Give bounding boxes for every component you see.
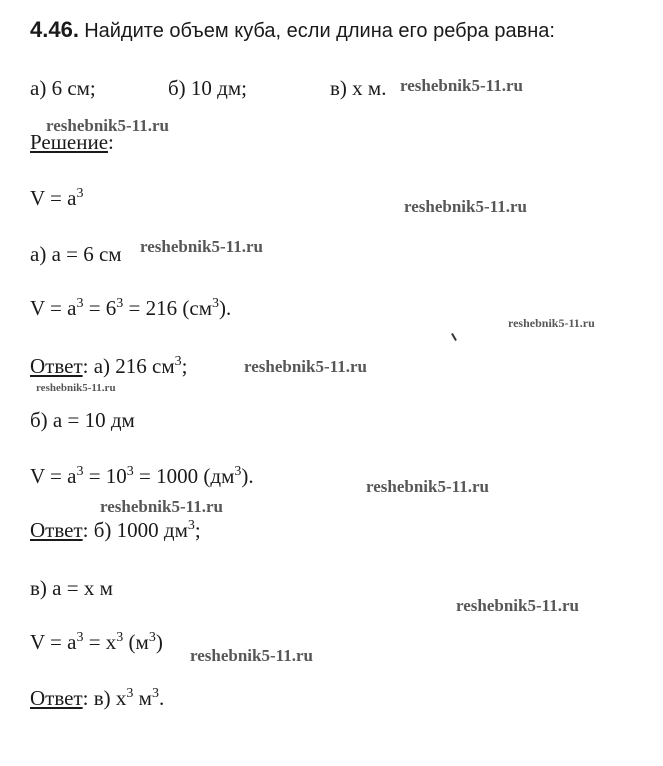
watermark: reshebnik5-11.ru (508, 316, 595, 330)
c-answer-exp1: 3 (126, 686, 134, 701)
c-calc-line (30, 628, 163, 656)
problem-items (30, 74, 96, 102)
c-given-line (30, 574, 113, 602)
b-answer-part2: ; (194, 518, 201, 542)
a-calc-part2: = 6 (83, 296, 117, 320)
b-given: б) a = 10 дм (30, 408, 135, 432)
c-answer-line (30, 684, 164, 712)
problem-title (30, 16, 555, 45)
formula-exp: 3 (76, 186, 84, 201)
item-b: б) 10 дм; (168, 76, 247, 100)
c-given: в) a = х м (30, 576, 113, 600)
c-answer-part3: . (158, 686, 165, 710)
watermark: reshebnik5-11.ru (366, 477, 489, 496)
problem-item-b-wrap (168, 74, 247, 102)
c-calc-exp1: 3 (76, 630, 84, 645)
b-calc-exp2: 3 (126, 464, 134, 479)
watermark: reshebnik5-11.ru (456, 596, 579, 615)
a-calc-part3: = 216 (см (123, 296, 212, 320)
a-calc-line (30, 294, 231, 322)
a-answer-part1: : а) 216 см (82, 354, 175, 378)
c-calc-part3: (м (123, 630, 149, 654)
watermark: reshebnik5-11.ru (140, 237, 263, 256)
b-calc-exp3: 3 (234, 464, 242, 479)
b-answer-part1: : б) 1000 дм (82, 518, 188, 542)
problem-item-c-wrap (330, 74, 386, 102)
watermark: reshebnik5-11.ru (46, 116, 169, 135)
watermark: reshebnik5-11.ru (190, 646, 313, 665)
formula-line (30, 184, 83, 212)
c-calc-part4: ) (155, 630, 163, 654)
b-calc-part3: = 1000 (дм (133, 464, 235, 488)
solution-heading-text: Решение (30, 130, 109, 154)
b-calc-line (30, 462, 254, 490)
c-answer-part1: : в) х (82, 686, 127, 710)
c-answer-exp2: 3 (151, 686, 159, 701)
a-answer-label: Ответ (30, 354, 83, 378)
a-calc-exp1: 3 (76, 296, 84, 311)
a-answer-line (30, 352, 188, 380)
c-calc-part1: V = a (30, 630, 77, 654)
watermark: reshebnik5-11.ru (36, 382, 116, 394)
formula-lhs: V = a (30, 186, 77, 210)
c-answer-label: Ответ (30, 686, 83, 710)
a-given-line (30, 240, 122, 268)
b-calc-part2: = 10 (83, 464, 127, 488)
watermark: reshebnik5-11.ru (100, 497, 223, 516)
a-calc-exp2: 3 (116, 296, 124, 311)
b-answer-line (30, 516, 201, 544)
c-calc-part2: = х (83, 630, 117, 654)
c-calc-exp3: 3 (148, 630, 156, 645)
problem-text: Найдите объем куба, если длина его ребра равна: (84, 20, 555, 42)
a-answer-part2: ; (181, 354, 188, 378)
a-calc-exp3: 3 (212, 296, 219, 311)
a-calc-part1: V = a (30, 296, 77, 320)
b-given-line (30, 406, 135, 434)
b-calc-exp1: 3 (76, 464, 84, 479)
b-calc-part4: ). (241, 464, 254, 488)
solution-heading-colon: : (108, 130, 114, 154)
b-calc-part1: V = a (30, 464, 77, 488)
problem-number: 4.46. (30, 17, 79, 42)
b-answer-label: Ответ (30, 518, 83, 542)
item-a: а) 6 см; (30, 76, 96, 100)
item-c: в) х м. (330, 76, 387, 100)
c-calc-exp2: 3 (116, 630, 124, 645)
stray-mark (451, 333, 457, 341)
a-given: а) a = 6 см (30, 242, 122, 266)
a-calc-part4: ). (219, 296, 232, 320)
watermark: reshebnik5-11.ru (244, 357, 367, 376)
b-answer-exp: 3 (187, 518, 195, 533)
a-answer-exp: 3 (174, 354, 182, 369)
watermark: reshebnik5-11.ru (404, 197, 527, 216)
c-answer-part2: м (133, 686, 152, 710)
watermark: reshebnik5-11.ru (400, 76, 523, 95)
